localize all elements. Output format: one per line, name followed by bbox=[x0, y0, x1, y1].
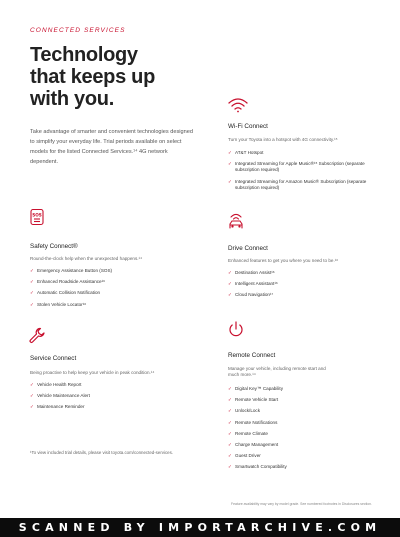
remote-item-label: Remote Vehicle Start bbox=[235, 397, 279, 403]
check-icon: ✓ bbox=[30, 301, 34, 307]
intro-paragraph: Take advantage of smarter and convenient technologies designed to simplify your everyday life. Trial periods available on select models for the listed Connected Services.¹⁴ 4G network dependent. bbox=[30, 129, 193, 165]
list-item bbox=[228, 179, 378, 191]
list-item bbox=[228, 420, 378, 426]
car-signal-icon bbox=[227, 212, 245, 230]
safety-item-label: Stolen Vehicle Locator¹⁶ bbox=[37, 301, 87, 307]
check-icon: ✓ bbox=[30, 382, 34, 387]
list-item bbox=[228, 408, 378, 414]
wifi-item-label: Integrated Streaming for Amazon Music® Subscription (separate subscription required) bbox=[235, 178, 367, 190]
check-icon: ✓ bbox=[228, 442, 232, 448]
check-icon: ✓ bbox=[228, 464, 232, 470]
trial-note: ¹To view included trial details, please visit toyota.com/connected-services. bbox=[30, 450, 174, 455]
remote-item-label: Charge Management bbox=[235, 442, 279, 448]
drive-item-label: Intelligent Assistant¹⁶ bbox=[235, 281, 278, 287]
drive-connect-desc: Enhanced features to get you where you need to be.¹⁶ bbox=[228, 258, 339, 263]
wifi-icon bbox=[227, 96, 249, 114]
safety-connect-title: Safety Connect® bbox=[30, 243, 78, 250]
wifi-item-label: AT&T Hotspot bbox=[235, 150, 264, 155]
check-icon: ✓ bbox=[30, 268, 34, 273]
service-connect-title: Service Connect bbox=[30, 355, 77, 362]
drive-item-label: Destination Assist¹⁶ bbox=[235, 270, 275, 275]
remote-item-label: Unlock/Lock bbox=[235, 408, 261, 414]
safety-item-label: Emergency Assistance Button (SOS) bbox=[37, 268, 113, 273]
list-item bbox=[228, 386, 378, 392]
list-item bbox=[30, 404, 195, 410]
safety-connect-desc: Round-the-clock help when the unexpected happens.¹⁴ bbox=[30, 256, 143, 261]
check-icon: ✓ bbox=[228, 161, 232, 167]
check-icon: ✓ bbox=[228, 386, 232, 391]
check-icon: ✓ bbox=[228, 281, 232, 287]
remote-item-label: Guest Driver bbox=[235, 453, 261, 459]
list-item bbox=[30, 382, 195, 388]
remote-item-label: Remote Climate bbox=[235, 430, 268, 436]
safety-feature-list bbox=[30, 268, 195, 313]
check-icon: ✓ bbox=[228, 292, 232, 298]
drive-feature-list bbox=[228, 270, 378, 304]
service-item-label: Vehicle Maintenance Alert bbox=[37, 393, 90, 399]
drive-connect-title: Drive Connect bbox=[228, 245, 268, 252]
list-item bbox=[228, 442, 378, 448]
list-item bbox=[30, 393, 195, 399]
check-icon: ✓ bbox=[228, 408, 232, 414]
wifi-feature-list bbox=[228, 150, 378, 196]
check-icon: ✓ bbox=[228, 453, 232, 459]
list-item bbox=[30, 279, 195, 285]
list-item bbox=[228, 270, 378, 276]
list-item bbox=[228, 453, 378, 459]
list-item bbox=[228, 397, 378, 403]
headline-line-2: that keeps up bbox=[30, 66, 156, 88]
power-icon bbox=[227, 320, 245, 338]
service-feature-list bbox=[30, 382, 195, 416]
remote-feature-list bbox=[228, 386, 378, 476]
headline-line-3: with you. bbox=[30, 88, 114, 110]
remote-item-label: Smartwatch Compatibility bbox=[235, 464, 287, 470]
list-item bbox=[228, 431, 378, 437]
list-item bbox=[228, 292, 378, 298]
service-connect-desc: Being proactive to help keep your vehicle in peak condition.¹⁴ bbox=[30, 370, 155, 375]
check-icon: ✓ bbox=[30, 404, 34, 410]
list-item bbox=[228, 150, 378, 156]
check-icon: ✓ bbox=[228, 150, 232, 155]
remote-item-label: Digital Key™ Capability bbox=[235, 386, 283, 391]
headline-line-1: Technology bbox=[30, 44, 138, 66]
wrench-icon bbox=[28, 326, 46, 344]
disclaimer-text: Feature availability may vary by model grade. See numbered footnotes in Disclosures section. bbox=[231, 502, 372, 506]
list-item bbox=[228, 464, 378, 470]
remote-item-label: Remote Notifications bbox=[235, 419, 278, 425]
scan-footer-banner: SCANNED BY IMPORTARCHIVE.COM bbox=[0, 518, 400, 537]
check-icon: ✓ bbox=[228, 430, 232, 436]
wifi-item-label: Integrated Streaming for Apple Music®¹⁵ Subscription (separate subscription required) bbox=[235, 161, 365, 173]
list-item bbox=[30, 290, 195, 296]
wifi-connect-desc: Turn your Toyota into a hotspot with 4G connectivity.¹⁵ bbox=[228, 137, 338, 142]
check-icon: ✓ bbox=[228, 419, 232, 425]
page-headline bbox=[30, 44, 210, 110]
remote-connect-title: Remote Connect bbox=[228, 352, 276, 359]
check-icon: ✓ bbox=[228, 397, 232, 403]
svg-text:SOS: SOS bbox=[32, 212, 42, 218]
drive-item-label: Cloud Navigation¹⁷ bbox=[235, 292, 274, 298]
list-item bbox=[228, 281, 378, 287]
eyebrow-label: CONNECTED SERVICES bbox=[30, 27, 126, 34]
service-item-label: Vehicle Health Report bbox=[37, 382, 82, 387]
list-item bbox=[30, 268, 195, 274]
check-icon: ✓ bbox=[30, 393, 34, 399]
remote-connect-desc: Manage your vehicle, including remote start and much more.¹⁴ bbox=[228, 366, 326, 378]
check-icon: ✓ bbox=[30, 290, 34, 296]
check-icon: ✓ bbox=[30, 279, 34, 285]
safety-item-label: Automatic Collision Notification bbox=[37, 290, 101, 296]
list-item bbox=[30, 302, 195, 308]
list-item bbox=[228, 161, 378, 173]
service-item-label: Maintenance Reminder bbox=[37, 404, 85, 410]
wifi-connect-title: Wi-Fi Connect bbox=[228, 123, 268, 130]
check-icon: ✓ bbox=[228, 270, 232, 275]
sos-phone-icon bbox=[28, 208, 46, 226]
safety-item-label: Enhanced Roadside Assistance¹⁶ bbox=[37, 279, 106, 285]
check-icon: ✓ bbox=[228, 178, 232, 184]
